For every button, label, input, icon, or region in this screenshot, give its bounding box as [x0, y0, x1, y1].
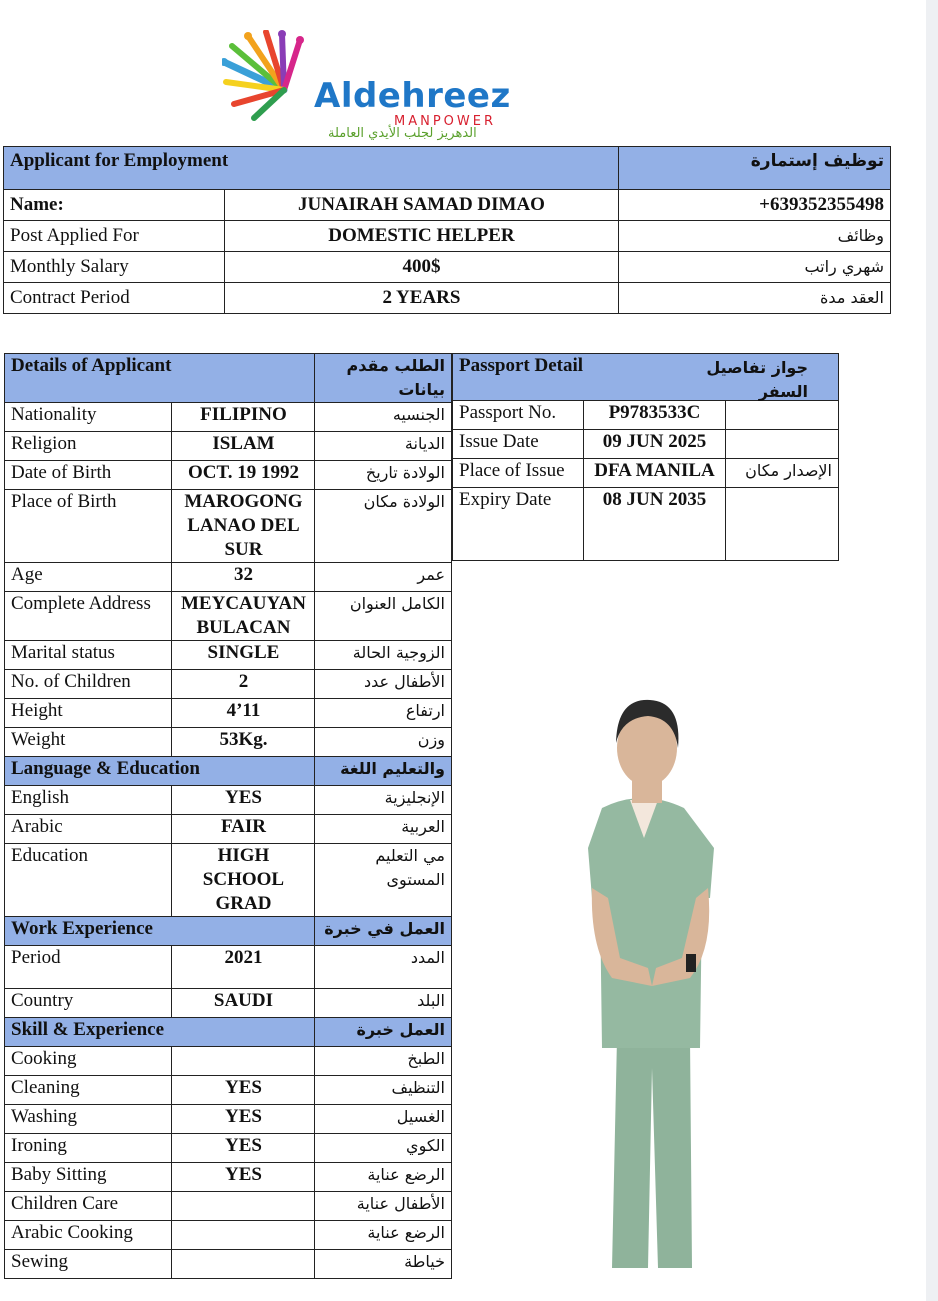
row-label: English — [5, 786, 172, 815]
row-label: Baby Sitting — [5, 1163, 172, 1192]
summary-label: Contract Period — [4, 283, 225, 314]
row-arabic-label: البلد — [315, 989, 452, 1018]
row-value: YES — [172, 1076, 315, 1105]
row-value: P9783533C — [583, 401, 726, 430]
summary-arabic: العقد مدة — [619, 283, 891, 314]
row-arabic-label: الزوجية الحالة — [315, 641, 452, 670]
summary-value: 400$ — [224, 252, 618, 283]
row-arabic-label: الولادة مكان — [315, 490, 452, 563]
row-arabic-label: الديانة — [315, 432, 452, 461]
row-value: 08 JUN 2035 — [583, 488, 726, 561]
row-label: Country — [5, 989, 172, 1018]
table-row — [5, 1250, 452, 1279]
table-row — [453, 430, 839, 459]
row-value: 2021 — [172, 946, 315, 989]
row-value: YES — [172, 786, 315, 815]
summary-arabic: شهري راتب — [619, 252, 891, 283]
row-label: Height — [5, 699, 172, 728]
row-label: Issue Date — [453, 430, 584, 459]
table-row — [5, 403, 452, 432]
table-row — [5, 1134, 452, 1163]
row-label: Arabic — [5, 815, 172, 844]
row-label: Arabic Cooking — [5, 1221, 172, 1250]
row-value: FAIR — [172, 815, 315, 844]
summary-arabic: وظائف — [619, 221, 891, 252]
table-row — [5, 1047, 452, 1076]
passport-header-row — [453, 354, 839, 401]
row-label: Age — [5, 563, 172, 592]
summary-value: DOMESTIC HELPER — [224, 221, 618, 252]
row-value: HIGH SCHOOL GRAD — [172, 844, 315, 917]
table-row — [5, 989, 452, 1018]
row-arabic-label: عمر — [315, 563, 452, 592]
row-arabic-label: الإنجليزية — [315, 786, 452, 815]
row-label: Weight — [5, 728, 172, 757]
row-arabic-label: الرضع عناية — [315, 1163, 452, 1192]
applicant-figure-icon — [452, 568, 839, 1280]
work-title: Work Experience — [5, 917, 315, 946]
table-row — [5, 699, 452, 728]
summary-label: Post Applied For — [4, 221, 225, 252]
logo-name: Aldehreez — [314, 76, 511, 116]
row-label: Children Care — [5, 1192, 172, 1221]
row-label: Date of Birth — [5, 461, 172, 490]
row-arabic-label: المدد — [315, 946, 452, 989]
row-arabic-label: الكامل العنوان — [315, 592, 452, 641]
table-row — [5, 946, 452, 989]
row-value — [172, 1047, 315, 1076]
row-label: Period — [5, 946, 172, 989]
row-label: No. of Children — [5, 670, 172, 699]
row-value — [172, 1192, 315, 1221]
row-value: MAROGONG LANAO DEL SUR — [172, 490, 315, 563]
summary-row-salary — [4, 252, 891, 283]
row-label: Passport No. — [453, 401, 584, 430]
row-label: Washing — [5, 1105, 172, 1134]
row-value: FILIPINO — [172, 403, 315, 432]
table-row — [5, 490, 452, 563]
row-arabic-label — [726, 401, 839, 430]
passport-title-arabic: جواز تفاصيل السفر — [706, 358, 808, 401]
passport-body — [453, 401, 839, 561]
row-label: Cleaning — [5, 1076, 172, 1105]
table-row — [5, 728, 452, 757]
details-body — [5, 403, 452, 757]
row-label: Complete Address — [5, 592, 172, 641]
table-row — [5, 1105, 452, 1134]
form-title: Applicant for Employment — [4, 147, 619, 190]
row-value: 2 — [172, 670, 315, 699]
row-value: YES — [172, 1163, 315, 1192]
row-label: Place of Issue — [453, 459, 584, 488]
row-value: ISLAM — [172, 432, 315, 461]
summary-value: JUNAIRAH SAMAD DIMAO — [224, 190, 618, 221]
logo-subtitle: MANPOWER — [394, 114, 497, 129]
table-row — [5, 815, 452, 844]
table-row — [5, 1192, 452, 1221]
language-title-arabic: والتعليم اللغة — [315, 757, 452, 786]
details-header-row — [5, 354, 452, 403]
table-row — [453, 459, 839, 488]
row-arabic-label: الأطفال عناية — [315, 1192, 452, 1221]
form-title-arabic: توظيف إستمارة — [619, 147, 891, 190]
row-arabic-label: الطبخ — [315, 1047, 452, 1076]
table-row — [5, 641, 452, 670]
row-label: Religion — [5, 432, 172, 461]
summary-label: Monthly Salary — [4, 252, 225, 283]
skills-header-row — [5, 1018, 452, 1047]
row-value: 32 — [172, 563, 315, 592]
row-value: 4’11 — [172, 699, 315, 728]
passport-table — [452, 353, 839, 561]
employment-summary-table — [3, 146, 891, 314]
row-value: DFA MANILA — [583, 459, 726, 488]
row-arabic-label: ارتفاع — [315, 699, 452, 728]
summary-value: 2 YEARS — [224, 283, 618, 314]
summary-row-name — [4, 190, 891, 221]
row-arabic-label: الجنسيه — [315, 403, 452, 432]
row-value: MEYCAUYAN BULACAN — [172, 592, 315, 641]
work-body — [5, 946, 452, 1018]
row-value — [172, 1250, 315, 1279]
row-arabic-label: الإصدار مكان — [726, 459, 839, 488]
work-header-row — [5, 917, 452, 946]
table-row — [5, 670, 452, 699]
table-row — [5, 563, 452, 592]
language-header-row — [5, 757, 452, 786]
row-value: SAUDI — [172, 989, 315, 1018]
passport-header-cell — [453, 354, 839, 401]
passport-title: Passport Detail — [459, 355, 584, 376]
logo-burst-icon — [222, 30, 322, 130]
row-arabic-label: التنظيف — [315, 1076, 452, 1105]
row-label: Sewing — [5, 1250, 172, 1279]
company-logo — [222, 30, 582, 148]
row-arabic-label: الرضع عناية — [315, 1221, 452, 1250]
row-label: Cooking — [5, 1047, 172, 1076]
row-value: YES — [172, 1105, 315, 1134]
summary-header-row — [4, 147, 891, 190]
table-row — [5, 461, 452, 490]
skills-body — [5, 1047, 452, 1279]
table-row — [5, 432, 452, 461]
row-arabic-label: الكوي — [315, 1134, 452, 1163]
row-arabic-label: العربية — [315, 815, 452, 844]
language-body — [5, 786, 452, 917]
row-label: Education — [5, 844, 172, 917]
row-label: Nationality — [5, 403, 172, 432]
table-row — [5, 786, 452, 815]
table-row — [5, 1163, 452, 1192]
table-row — [5, 592, 452, 641]
skills-title-arabic: العمل خبرة — [315, 1018, 452, 1047]
details-title-arabic: الطلب مقدم بيانات — [315, 354, 452, 403]
row-arabic-label: الأطفال عدد — [315, 670, 452, 699]
row-arabic-label: الغسيل — [315, 1105, 452, 1134]
row-arabic-label: وزن — [315, 728, 452, 757]
row-label: Expiry Date — [453, 488, 584, 561]
table-row — [5, 1076, 452, 1105]
summary-label: Name: — [4, 190, 225, 221]
applicant-details-table — [4, 353, 452, 1279]
row-value: YES — [172, 1134, 315, 1163]
logo-arabic: الدهريز لجلب الأيدي العاملة — [328, 126, 477, 141]
row-value: 53Kg. — [172, 728, 315, 757]
summary-row-contract — [4, 283, 891, 314]
table-row — [453, 488, 839, 561]
row-arabic-label: خياطة — [315, 1250, 452, 1279]
row-value: SINGLE — [172, 641, 315, 670]
row-value — [172, 1221, 315, 1250]
row-label: Place of Birth — [5, 490, 172, 563]
row-value: OCT. 19 1992 — [172, 461, 315, 490]
row-value: 09 JUN 2025 — [583, 430, 726, 459]
work-title-arabic: العمل في خبرة — [315, 917, 452, 946]
table-row — [5, 1221, 452, 1250]
row-label: Ironing — [5, 1134, 172, 1163]
summary-row-post — [4, 221, 891, 252]
row-arabic-label: الولادة تاريخ — [315, 461, 452, 490]
row-arabic-label — [726, 488, 839, 561]
phone-number: +639352355498 — [619, 190, 891, 221]
row-label: Marital status — [5, 641, 172, 670]
language-title: Language & Education — [5, 757, 315, 786]
applicant-photo — [452, 568, 839, 1280]
row-arabic-label — [726, 430, 839, 459]
row-arabic-label: مي التعليم المستوى — [315, 844, 452, 917]
table-row — [5, 844, 452, 917]
skills-title: Skill & Experience — [5, 1018, 315, 1047]
details-title: Details of Applicant — [5, 354, 315, 403]
table-row — [453, 401, 839, 430]
